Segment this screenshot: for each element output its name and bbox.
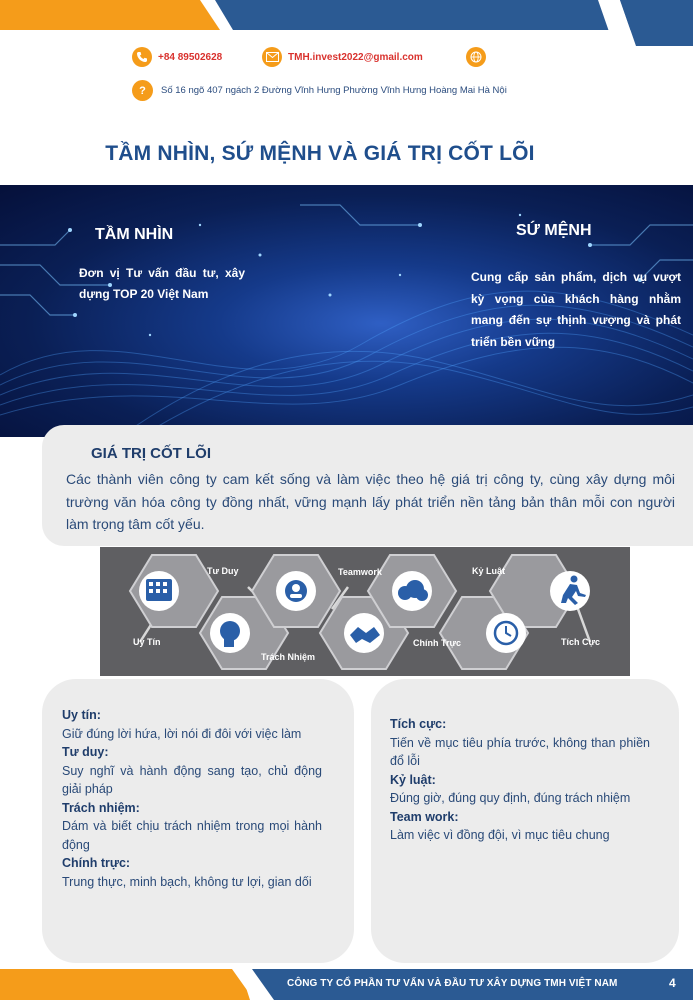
core-values-text: Các thành viên công ty cam kết sống và làm việc theo hệ giá trị công ty, cùng xây dựng môi trường văn hóa công ty đồng nhất, vững mạnh lấy phát triển nền tảng bản thân mỗi con người làm trọng tâm cốt yếu. (66, 471, 675, 532)
mail-icon (262, 47, 282, 67)
core-values-title: GIÁ TRỊ CỐT LÕI (91, 445, 211, 462)
footer-company-name: CÔNG TY CỔ PHẦN TƯ VẤN VÀ ĐẦU TƯ XÂY DỰNG TMH VIỆT NAM (287, 978, 618, 989)
mission-text: Cung cấp sản phẩm, dịch vụ vượt kỳ vọng của khách hàng nhằm mang đến sự thịnh vượng và phát triển bền vững (471, 270, 681, 349)
location-icon: ? (132, 80, 153, 101)
phone-number: +84 89502628 (158, 51, 223, 63)
address-contact (132, 80, 507, 101)
hex-label-trach-nhiem: Trách Nhiệm (261, 652, 316, 662)
address-text: Số 16 ngõ 407 ngách 2 Đường Vĩnh Hưng Phường Vĩnh Hưng Hoàng Mai Hà Nội (161, 85, 507, 96)
vision-text: Đơn vị Tư vấn đầu tư, xây dựng TOP 20 Việt Nam (79, 266, 245, 301)
hex-label-ky-luat: Kỷ Luật (472, 566, 506, 576)
hex-label-chinh-truc: Chính Trực (413, 638, 462, 648)
value-description: Suy nghĩ và hành động sang tạo, chủ động giải pháp (62, 763, 322, 796)
value-heading: Trách nhiệm: (62, 800, 140, 815)
value-heading: Chính trực: (62, 856, 131, 870)
core-values-hexagon-diagram (100, 547, 630, 676)
person-badge-icon (285, 580, 307, 602)
vision-title: TẦM NHÌN (95, 226, 174, 243)
website-contact[interactable] (466, 47, 486, 67)
value-description: Đúng giờ, đúng quy định, đúng trách nhiệm (390, 791, 631, 805)
mission-title: SỨ MỆNH (516, 222, 592, 239)
hex-label-teamwork: Teamwork (338, 567, 382, 577)
email-contact[interactable] (262, 47, 423, 67)
hex-label-uy-tin: Uy Tín (133, 637, 161, 647)
value-heading: Team work: (390, 809, 459, 824)
grid-icon (146, 579, 172, 601)
phone-icon (132, 47, 152, 67)
page-number: 4 (669, 976, 676, 990)
value-heading: Tư duy: (62, 745, 109, 759)
globe-icon (466, 47, 486, 67)
hex-label-tu-duy: Tư Duy (207, 566, 239, 576)
value-description: Trung thực, minh bạch, không tư lợi, gian dối (62, 874, 312, 889)
value-heading: Tích cực: (390, 717, 447, 731)
header-orange-bar (0, 0, 220, 30)
value-heading: Kỷ luật: (390, 772, 436, 787)
value-description: Dám và biết chịu trách nhiệm trong mọi hành động (62, 819, 322, 852)
value-heading: Uy tín: (62, 708, 101, 722)
value-description: Giữ đúng lời hứa, lời nói đi đôi với việc làm (62, 726, 302, 741)
footer-orange-bar (0, 969, 250, 1000)
page-title: TẦM NHÌN, SỨ MỆNH VÀ GIÁ TRỊ CỐT LÕI (105, 142, 535, 165)
hex-label-tich-cuc: Tích Cực (561, 637, 601, 647)
value-description: Làm việc vì đồng đội, vì mục tiêu chung (390, 828, 610, 842)
email-address: TMH.invest2022@gmail.com (288, 51, 423, 63)
phone-contact[interactable] (132, 47, 222, 67)
values-list-left (62, 706, 322, 891)
values-list-right (390, 715, 650, 845)
value-description: Tiến về mục tiêu phía trước, không than phiền đổ lỗi (390, 735, 650, 768)
